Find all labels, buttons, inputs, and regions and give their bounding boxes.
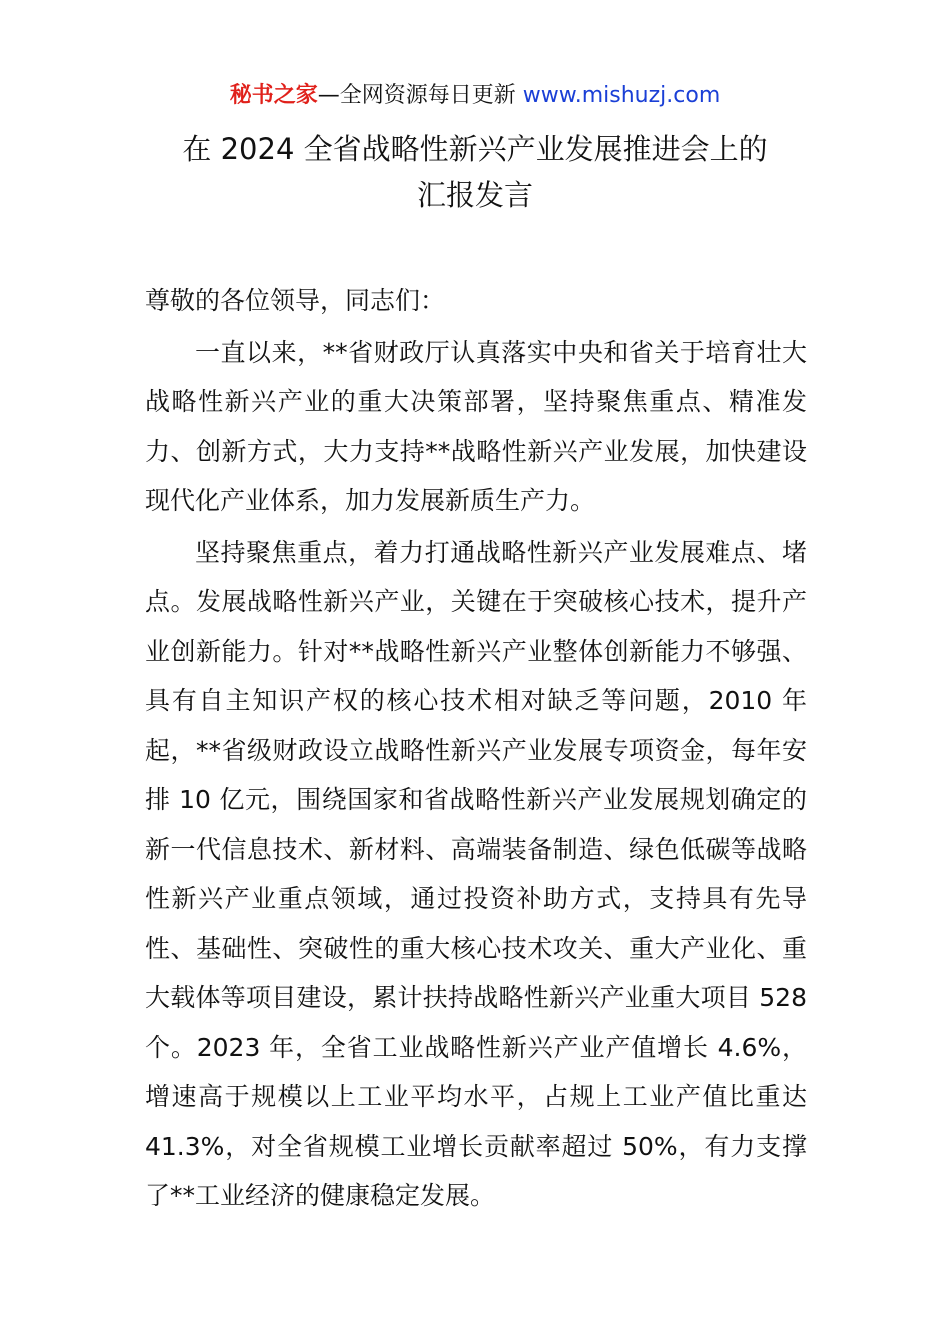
site-tagline: —全网资源每日更新 (317, 83, 523, 108)
document-title (0, 126, 950, 218)
title-line-1: 在 2024 全省战略性新兴产业发展推进会上的 (182, 132, 768, 166)
site-brand: 秘书之家 (229, 83, 318, 108)
paragraph-1: 一直以来，**省财政厅认真落实中央和省关于培育壮大战略性新兴产业的重大决策部署，坚持聚焦重点、精准发力、创新方式，大力支持**战略性新兴产业发展，加快建设现代化产业体系，加力发展新质生产力。 (145, 337, 807, 515)
site-header (0, 80, 950, 112)
document-body (145, 276, 807, 1221)
title-line-2: 汇报发言 (416, 178, 533, 212)
paragraph-2: 坚持聚焦重点，着力打通战略性新兴产业发展难点、堵点。发展战略性新兴产业，关键在于突破核心技术，提升产业创新能力。针对**战略性新兴产业整体创新能力不够强、具有自主知识产权的核心技术相对缺乏等问题，2010 年起，**省级财政设立战略性新兴产业发展专项资金，每年安排 10 亿元，围绕国家和省战略性新兴产业发展规划确定的新一代信息技术、新材料、高端装备制造、绿色低碳等战略性新兴产业重点领域，通过投资补助方式，支持具有先导性、基础性、突破性的重大核心技术攻关、重大产业化、重大载体等项目建设，累计扶持战略性新兴产业重大项目 528 个。2023 年，全省工业战略性新兴产业产值增长 4.6%，增速高于规模以上工业平均水平，占规上工业产值比重达 41.3%，对全省规模工业增长贡献率超过 50%，有力支撑了**工业经济的健康稳定发展。 (145, 537, 807, 1210)
salutation: 尊敬的各位领导，同志们： (145, 286, 446, 315)
site-url-link[interactable]: www.mishuzj.com (522, 83, 721, 108)
